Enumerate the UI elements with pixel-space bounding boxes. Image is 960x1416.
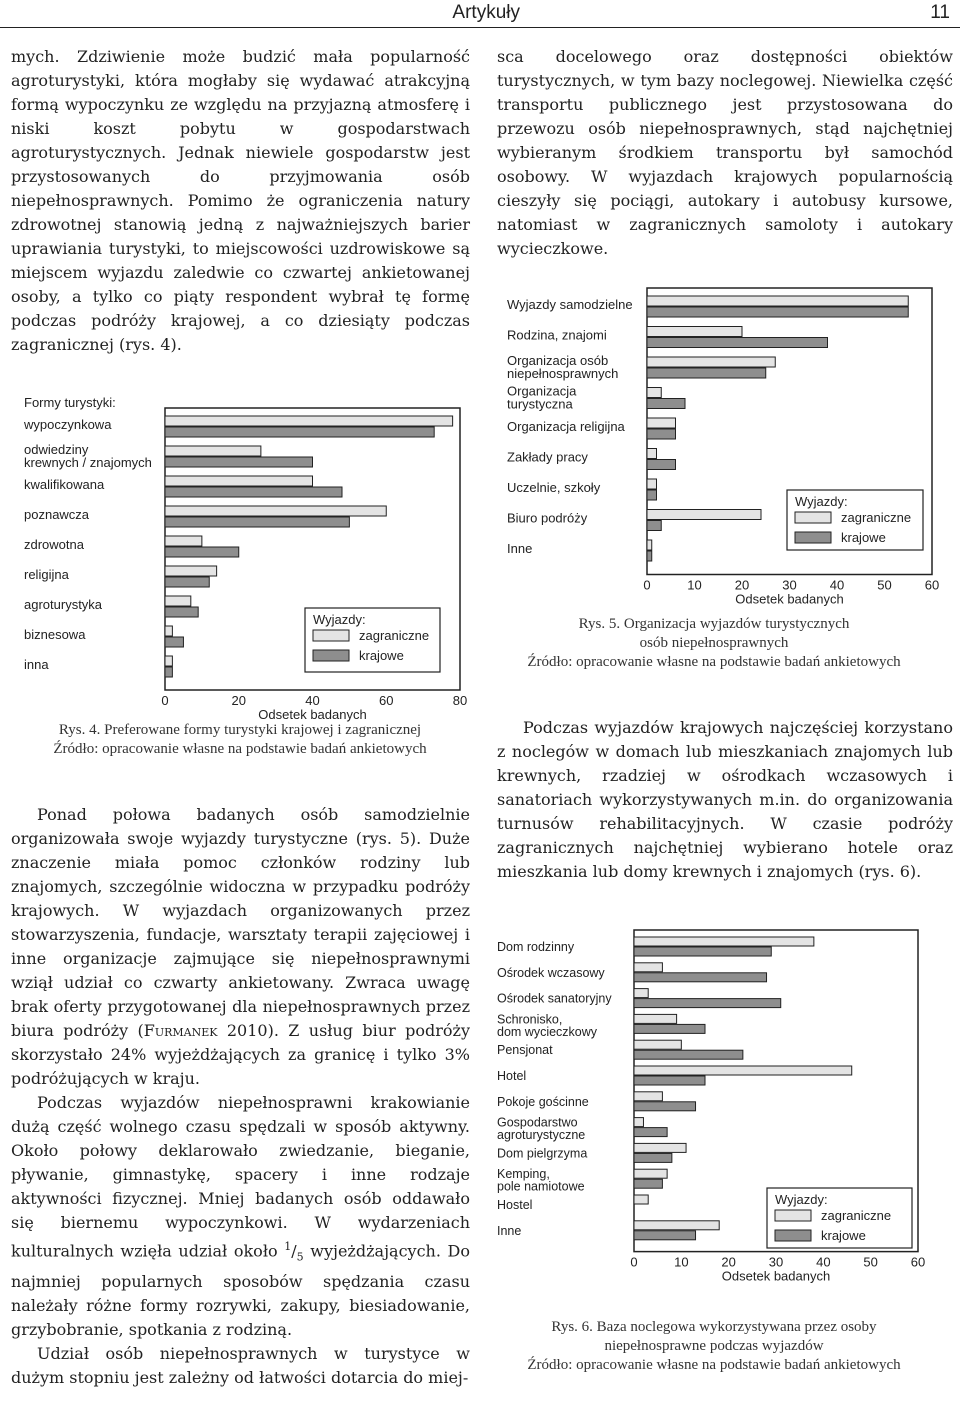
category-label bbox=[507, 480, 601, 495]
legend-swatch-krajowe bbox=[775, 1230, 811, 1241]
category-label-line: Uczelnie, szkoły bbox=[507, 480, 601, 495]
paragraph-text: Podczas wyjazdów krajowych najczęściej korzystano z noclegów w domach lub mieszkaniach znajomych lub krewnych, rzadziej w ośrodkach wczasowych i sanatoriach wykorzystywanych m.in. do organizowania turnusów rehabilitacyjnych. W czasie podróży zagranicznych najchętniej wybierano hotele oraz mieszkania lub domy krewnych i znajomych (rys. 6). bbox=[497, 718, 953, 881]
figure-5-chart bbox=[490, 288, 960, 607]
legend-swatch-zagraniczne bbox=[795, 512, 831, 523]
category-label-line: biznesowa bbox=[24, 627, 86, 642]
caption-line: Źródło: opracowanie własne na podstawie badań ankietowych bbox=[53, 741, 427, 757]
category-label bbox=[507, 419, 626, 434]
bar-zagraniczne bbox=[634, 1195, 648, 1204]
bar-krajowe bbox=[647, 307, 908, 317]
figure-4-chart bbox=[0, 390, 480, 720]
paragraph-1-text: Ponad połowa badanych osób samodzielnie organizowała swoje wyjazdy turystyczne (rys. 5). Duże znaczenie miała pomoc członków rodziny lub znajomych, szczególnie widoczna w przypadku podróży krajowych. W wyjazdach organizowanych przez stowarzyszenia, fundacje, warsztaty terapii zajęciowej i inne organizacje zajmujące się niepełnosprawnymi wziął udział co czwarty ankietowany. Zwraca uwagę brak oferty przygotowanej dla niepełnosprawnych przez biura podróży ( bbox=[11, 805, 470, 1040]
x-tick-label: 60 bbox=[910, 1254, 926, 1270]
x-tick-label: 40 bbox=[816, 1254, 831, 1270]
category-label-line: Wyjazdy samodzielne bbox=[507, 297, 633, 312]
x-tick-label: 60 bbox=[379, 693, 394, 708]
category-label-line: agroturystyka bbox=[24, 597, 103, 612]
category-label-line: turystyczna bbox=[507, 396, 573, 412]
paragraph-3: Udział osób niepełnosprawnych w turystyce w dużym stopniu jest zależny od łatwości dotarcia do miej- bbox=[11, 1343, 470, 1387]
legend-swatch-krajowe bbox=[795, 532, 831, 543]
category-label-line: Gospodarstwo bbox=[497, 1115, 578, 1130]
category-label-line: krewnych / znajomych bbox=[24, 455, 152, 470]
category-label-line: kwalifikowana bbox=[24, 477, 105, 492]
category-label-line: Inne bbox=[497, 1223, 522, 1238]
caption-line: niepełnosprawne podczas wyjazdów bbox=[604, 1338, 824, 1354]
category-label bbox=[24, 567, 70, 582]
category-label bbox=[497, 1095, 589, 1109]
bar-zagraniczne bbox=[647, 388, 661, 398]
bar-zagraniczne bbox=[165, 476, 313, 486]
category-label bbox=[507, 511, 588, 526]
category-label bbox=[497, 1224, 521, 1238]
category-label bbox=[497, 1146, 587, 1160]
paragraph-text: sca docelowego oraz dostępności obiektów turystycznych, w tym bazy noclegowej. Niewielka część transportu publicznego jest przystosowana do przewozu osób niepełnosprawnych, stąd najchętniej wybieranym środkiem transportu był samochód osobowy. W wyjazdach krajowych popularnością cieszyły się pociągi, autokary i autobusy kursowe, natomiast w zagranicznych samoloty i autokary wycieczkowe. bbox=[497, 47, 953, 258]
x-tick-label: 10 bbox=[674, 1254, 689, 1270]
category-label bbox=[24, 627, 86, 642]
bar-zagraniczne bbox=[647, 418, 676, 428]
bar-zagraniczne bbox=[634, 937, 814, 946]
category-label-line: Organizacja bbox=[507, 383, 577, 399]
bar-zagraniczne bbox=[634, 989, 648, 998]
category-label bbox=[507, 541, 532, 556]
x-tick-label: 20 bbox=[231, 693, 246, 708]
category-label-line: Pokoje gościnne bbox=[497, 1094, 589, 1109]
bar-krajowe bbox=[647, 551, 652, 561]
x-axis-label: Odsetek badanych bbox=[721, 1268, 831, 1284]
right-top-paragraph bbox=[497, 45, 953, 261]
bar-zagraniczne bbox=[165, 656, 172, 666]
bar-krajowe bbox=[165, 577, 209, 587]
category-label bbox=[24, 537, 85, 552]
right-middle-paragraph bbox=[497, 716, 953, 884]
category-label-line: odwiedziny bbox=[24, 442, 89, 457]
bar-krajowe bbox=[634, 1050, 743, 1059]
category-label-line: Hotel bbox=[497, 1069, 527, 1083]
paragraph-1-text-end: 2010). Z usług biur podróży skorzystało 24% wyjeżdżających za granicę i tylko 3% podróżujących w kraju. bbox=[11, 1021, 470, 1088]
category-label-line: poznawcza bbox=[24, 507, 90, 522]
bar-zagraniczne bbox=[634, 1066, 852, 1075]
x-tick-label: 0 bbox=[643, 577, 651, 593]
category-label-line: Dom rodzinny bbox=[497, 940, 575, 954]
bar-krajowe bbox=[634, 1153, 672, 1162]
legend-label: zagraniczne bbox=[841, 510, 912, 525]
legend-swatch-zagraniczne bbox=[313, 630, 349, 641]
caption-line: osób niepełnosprawnych bbox=[639, 635, 789, 651]
category-label bbox=[507, 297, 633, 312]
section-title: Artykuły bbox=[452, 2, 520, 23]
bar-zagraniczne bbox=[647, 540, 652, 550]
category-label-line: dom wycieczkowy bbox=[497, 1024, 598, 1039]
fraction-denominator: 5 bbox=[296, 1250, 304, 1264]
legend-title: Wyjazdy: bbox=[795, 494, 848, 509]
caption-line: Źródło: opracowanie własne na podstawie badań ankietowych bbox=[527, 654, 901, 670]
citation-author: Furmanek bbox=[143, 1021, 218, 1040]
x-tick-label: 80 bbox=[452, 693, 468, 708]
page-number: 11 bbox=[930, 2, 950, 23]
legend-label: krajowe bbox=[841, 530, 886, 545]
bar-zagraniczne bbox=[165, 566, 217, 576]
category-label-line: niepełnosprawnych bbox=[507, 366, 619, 381]
category-label bbox=[497, 1069, 526, 1083]
legend-swatch-krajowe bbox=[313, 650, 349, 661]
bar-zagraniczne bbox=[647, 296, 908, 306]
bar-krajowe bbox=[647, 460, 676, 470]
legend-label: zagraniczne bbox=[821, 1208, 892, 1223]
category-label bbox=[24, 507, 90, 522]
category-label bbox=[24, 442, 152, 470]
bar-krajowe bbox=[634, 973, 767, 982]
category-label-line: religijna bbox=[24, 567, 69, 582]
paragraph-2-text: Podczas wyjazdów niepełnosprawni krakowianie dużą część wolnego czasu spędzali w sposób aktywny. Około połowy deklarowało zwiedzanie, bieganie, pływanie, gimnastykę, spacery i inne rodzaje aktywności fizycznej. Mniej badanych osób oddawało się biernemu wypoczynkowi. W wydarzeniach kulturalnych wzięła udział około bbox=[11, 1093, 470, 1261]
category-label-line: wypoczynkowa bbox=[24, 417, 112, 432]
bar-zagraniczne bbox=[165, 626, 172, 636]
category-label bbox=[497, 940, 575, 954]
category-label bbox=[507, 353, 618, 381]
category-label-line: Rodzina, znajomi bbox=[507, 327, 607, 343]
category-label bbox=[23, 417, 112, 432]
bar-zagraniczne bbox=[165, 416, 453, 426]
category-label-line: zdrowotna bbox=[24, 537, 84, 552]
bar-krajowe bbox=[165, 607, 198, 617]
x-tick-label: 20 bbox=[734, 577, 750, 593]
category-label bbox=[507, 450, 588, 465]
bar-krajowe bbox=[634, 1102, 696, 1111]
caption-line: Rys. 6. Baza noclegowa wykorzystywana przez osoby bbox=[551, 1319, 877, 1335]
legend-title: Wyjazdy: bbox=[313, 612, 366, 627]
bar-zagraniczne bbox=[165, 446, 261, 456]
fraction-numerator: 1 bbox=[284, 1240, 292, 1253]
category-label-line: Inne bbox=[507, 541, 533, 556]
left-top-paragraph bbox=[11, 45, 470, 357]
category-group-heading: Formy turystyki: bbox=[24, 395, 116, 410]
bar-zagraniczne bbox=[634, 1221, 719, 1230]
x-tick-label: 50 bbox=[863, 1254, 878, 1270]
legend-label: zagraniczne bbox=[359, 628, 430, 643]
category-label bbox=[497, 966, 605, 980]
x-tick-label: 30 bbox=[768, 1254, 784, 1270]
bar-zagraniczne bbox=[647, 327, 742, 337]
bar-zagraniczne bbox=[634, 1040, 681, 1049]
x-axis-label: Odsetek badanych bbox=[735, 591, 844, 607]
paragraph-2-text-end: wyjeżdżających. Do najmniej popularnych sposobów spędzania czasu należały różne formy rozrywki, zakupy, biesiadowanie, grzybobranie, spotkania z rodziną. bbox=[11, 1241, 470, 1339]
bar-zagraniczne bbox=[634, 1143, 686, 1152]
bar-krajowe bbox=[634, 1076, 705, 1085]
category-label-line: pole namiotowe bbox=[497, 1179, 585, 1194]
caption-line: Rys. 4. Preferowane formy turystyki krajowej i zagranicznej bbox=[58, 722, 422, 738]
category-label-line: inna bbox=[24, 657, 49, 672]
category-label-line: agroturystyczne bbox=[497, 1128, 586, 1143]
category-label bbox=[497, 1043, 553, 1057]
bar-krajowe bbox=[634, 999, 781, 1008]
paragraph-text: mych. Zdziwienie może budzić mała popularność agroturystyki, która mogłaby się wydawać atrakcyjną formą wypoczynku ze względu na przyjazną atmosferę i niski koszt pobytu w gospodarstwach agroturystycznych. Jednak niewiele gospodarstw jest przystosowanych do przyjmowania osób niepełnosprawnych. Pomimo że ograniczenia natury zdrowotnej stanowią jedną z najważniejszych barier uprawiania turystyki, to miejscowości uzdrowiskowe są miejscem wyjazdu zaledwie co czwartej ankietowanej osoby, a tylko co piąty respondent wybrał tę formę podczas podróży krajowej, a co dziesiąty podczas zagranicznej (rys. 4). bbox=[11, 47, 470, 354]
bar-krajowe bbox=[165, 457, 313, 467]
x-tick-label: 0 bbox=[630, 1254, 638, 1270]
category-label-line: Biuro podróży bbox=[507, 510, 588, 526]
bar-zagraniczne bbox=[647, 479, 657, 489]
bar-zagraniczne bbox=[634, 1118, 643, 1127]
x-tick-label: 50 bbox=[877, 577, 892, 593]
bar-zagraniczne bbox=[647, 357, 775, 367]
figure-4-caption bbox=[0, 721, 480, 759]
category-label-line: Organizacja osób bbox=[507, 353, 609, 368]
figure-6-chart bbox=[490, 930, 960, 1300]
x-axis-label: Odsetek badanych bbox=[258, 707, 367, 722]
bar-krajowe bbox=[165, 427, 434, 437]
bar-krajowe bbox=[634, 1179, 662, 1188]
category-label bbox=[497, 1167, 585, 1194]
bar-krajowe bbox=[647, 399, 685, 409]
category-label bbox=[497, 992, 612, 1006]
bar-krajowe bbox=[634, 1231, 696, 1240]
bar-krajowe bbox=[165, 667, 172, 677]
category-label bbox=[507, 384, 577, 412]
bar-krajowe bbox=[647, 490, 657, 500]
category-label-line: Ośrodek wczasowy bbox=[497, 965, 605, 980]
bar-krajowe bbox=[634, 1024, 705, 1033]
category-label-line: Hostel bbox=[497, 1198, 533, 1212]
figure-5-caption bbox=[474, 615, 954, 672]
left-bottom-text bbox=[11, 803, 470, 1390]
category-label bbox=[497, 1198, 532, 1212]
bar-krajowe bbox=[165, 547, 239, 557]
bar-krajowe bbox=[165, 517, 349, 527]
x-tick-label: 40 bbox=[829, 577, 845, 593]
bar-krajowe bbox=[165, 637, 183, 647]
category-label bbox=[24, 657, 49, 672]
x-tick-label: 0 bbox=[161, 693, 169, 708]
bar-krajowe bbox=[165, 487, 342, 497]
x-tick-label: 10 bbox=[687, 577, 702, 593]
bar-zagraniczne bbox=[634, 963, 662, 972]
paragraph-1 bbox=[11, 803, 470, 1091]
bar-zagraniczne bbox=[634, 1092, 662, 1101]
legend-label: krajowe bbox=[821, 1228, 866, 1243]
bar-zagraniczne bbox=[647, 510, 761, 520]
x-tick-label: 20 bbox=[721, 1254, 736, 1270]
category-label-line: Organizacja religijna bbox=[507, 419, 625, 434]
legend-title: Wyjazdy: bbox=[775, 1192, 828, 1207]
caption-line: Źródło: opracowanie własne na podstawie badań ankietowych bbox=[527, 1357, 901, 1373]
bar-zagraniczne bbox=[634, 1014, 677, 1023]
x-tick-label: 60 bbox=[924, 577, 940, 593]
bar-krajowe bbox=[647, 368, 766, 378]
category-label-line: Pensjonat bbox=[497, 1043, 553, 1058]
bar-krajowe bbox=[647, 521, 661, 531]
category-label-line: Zakłady pracy bbox=[507, 449, 588, 465]
legend-label: krajowe bbox=[359, 648, 404, 663]
category-label-line: Ośrodek sanatoryjny bbox=[497, 991, 612, 1006]
caption-line: Rys. 5. Organizacja wyjazdów turystycznych bbox=[578, 616, 850, 632]
category-label bbox=[24, 477, 105, 492]
category-label bbox=[497, 1116, 585, 1143]
category-label bbox=[497, 1012, 598, 1039]
category-label-line: Kemping, bbox=[497, 1167, 550, 1182]
bar-zagraniczne bbox=[634, 1169, 667, 1178]
legend-swatch-zagraniczne bbox=[775, 1210, 811, 1221]
bar-zagraniczne bbox=[647, 449, 657, 459]
bar-zagraniczne bbox=[165, 536, 202, 546]
paragraph-2: Podczas wyjazdów niepełnosprawni krakowianie dużą część wolnego czasu spędzali w sposób aktywny. Około połowy deklarowało zwiedzanie, bieganie, pływanie, gimnastykę, spacery i inne rodzaje aktywności fizycznej. Mniej badanych osób oddawało się biernemu wypoczynkowi. W wydarzeniach kulturalnych wzięła udział około $^1/_5$ wyjeżdżających. Do najmniej popularnych sposobów spędzania czasu należały różne formy rozrywki, zakupy, biesiadowanie, grzybobranie, spotkania z rodziną. bbox=[11, 1093, 470, 1339]
bar-krajowe bbox=[634, 947, 771, 956]
category-label-line: Schronisko, bbox=[497, 1012, 563, 1027]
bar-krajowe bbox=[647, 429, 676, 439]
figure-6-caption bbox=[474, 1318, 954, 1375]
running-header bbox=[0, 0, 960, 28]
bar-zagraniczne bbox=[165, 596, 191, 606]
category-label-line: Dom pielgrzyma bbox=[497, 1146, 588, 1161]
bar-zagraniczne bbox=[165, 506, 386, 516]
bar-krajowe bbox=[634, 1128, 667, 1137]
bar-krajowe bbox=[647, 338, 828, 348]
category-label bbox=[24, 597, 103, 612]
category-label bbox=[507, 328, 607, 343]
x-tick-label: 40 bbox=[305, 693, 320, 708]
x-tick-label: 30 bbox=[782, 577, 797, 593]
